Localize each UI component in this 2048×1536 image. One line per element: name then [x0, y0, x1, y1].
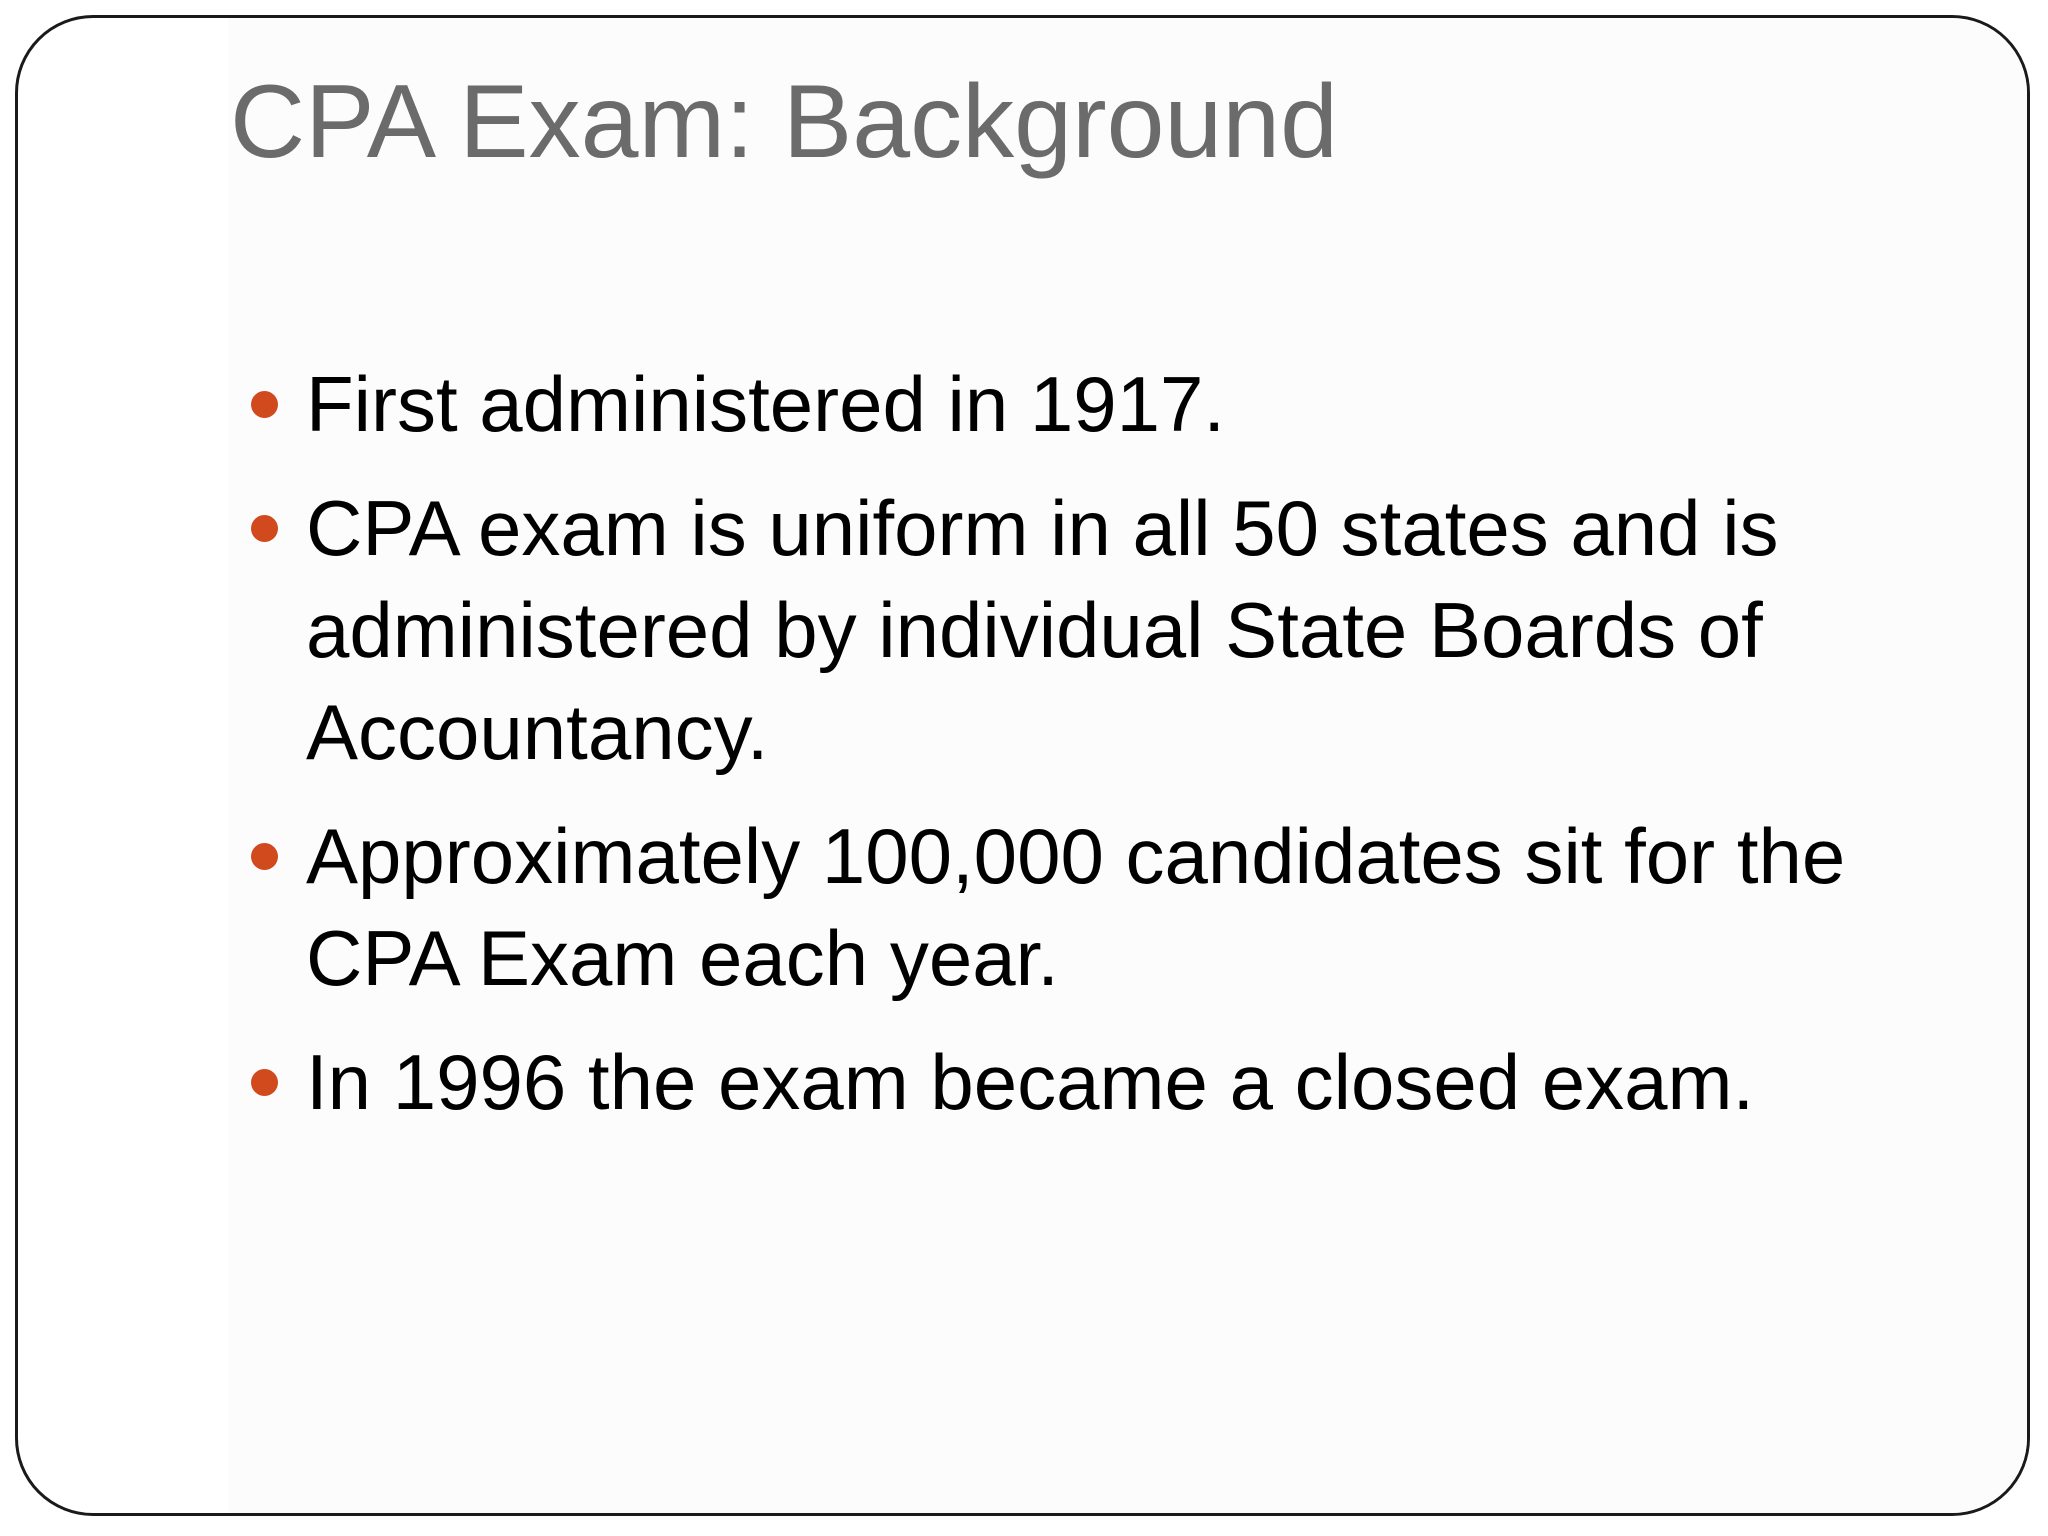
- bullet-dot-icon: [251, 843, 278, 870]
- bullet-list: [251, 353, 1951, 1155]
- bullet-text: First administered in 1917.: [306, 360, 1226, 448]
- bullet-text: In 1996 the exam became a closed exam.: [306, 1038, 1755, 1126]
- bullet-dot-icon: [251, 515, 278, 542]
- bullet-item: [251, 1031, 1951, 1133]
- bullet-item: [251, 805, 1951, 1009]
- bullet-dot-icon: [251, 391, 278, 418]
- slide-title: CPA Exam: Background: [230, 64, 1338, 180]
- slide-frame: [15, 15, 2030, 1516]
- bullet-item: [251, 353, 1951, 455]
- bullet-text: CPA exam is uniform in all 50 states and is administered by individual State Boards of Accountancy.: [306, 484, 1779, 776]
- bullet-dot-icon: [251, 1069, 278, 1096]
- bullet-item: [251, 477, 1951, 783]
- bullet-text: Approximately 100,000 candidates sit for the CPA Exam each year.: [306, 812, 1846, 1002]
